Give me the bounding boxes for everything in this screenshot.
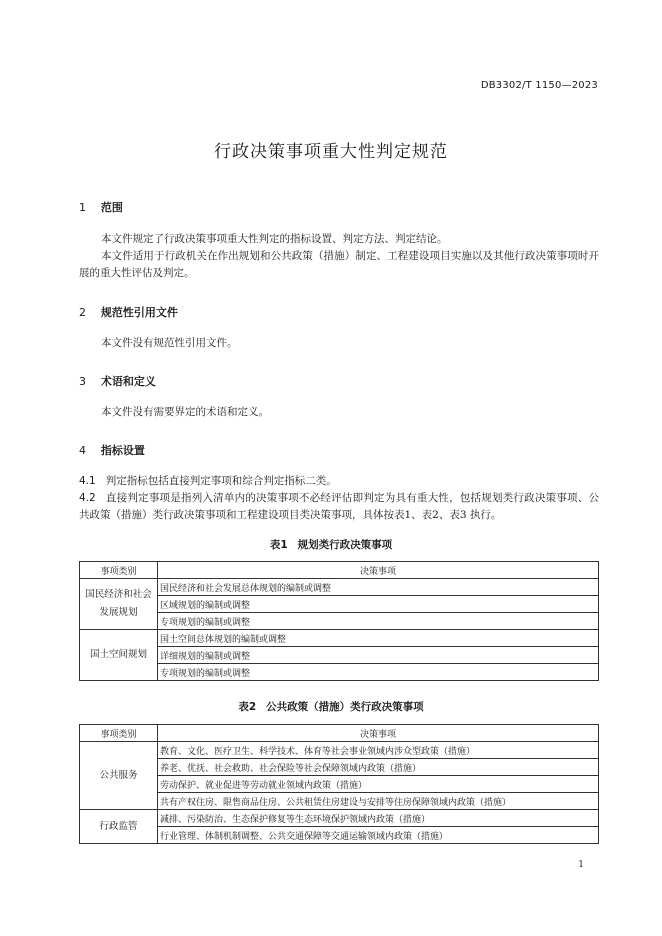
section-title: 术语和定义	[100, 375, 156, 388]
table-row	[80, 596, 599, 613]
item-cell: 养老、优抚、社会救助、社会保险等社会保障领域内政策（措施）	[158, 759, 599, 776]
item-cell: 共有产权住房、限售商品住房、公共租赁住房建设与安排等住房保障领域内政策（措施）	[158, 793, 599, 810]
page-number: 1	[578, 860, 584, 870]
category-cell: 公共服务	[80, 742, 158, 810]
clause-4-1	[79, 473, 599, 490]
table-header-row	[80, 725, 599, 742]
table-row	[80, 759, 599, 776]
category-cell: 行政监管	[80, 810, 158, 844]
header-category: 事项类别	[80, 725, 158, 742]
section-title: 指标设置	[100, 444, 145, 457]
table-row	[80, 630, 599, 647]
category-cell: 国民经济和社会发展规划	[80, 579, 158, 630]
table-row	[80, 579, 599, 596]
item-cell: 行业管理、体制机制调整、公共交通保障等交通运输领域内政策（措施）	[158, 827, 599, 844]
item-cell: 减排、污染防治、生态保护修复等生态环境保护领域内政策（措施）	[158, 810, 599, 827]
section-3-paragraph: 本文件没有需要界定的术语和定义。	[101, 406, 269, 418]
clause-text: 直接判定事项是指列入清单内的决策事项不必经评估即判定为具有重大性，包括规划类行政决策事项、公共政策（措施）类行政决策事项和工程建设项目类决策事项，具体按表1、表2、表3 执行。	[79, 492, 599, 521]
table-row	[80, 793, 599, 810]
table-header-row	[80, 562, 599, 579]
item-cell: 详细规划的编制或调整	[158, 647, 599, 664]
section-2-heading	[79, 304, 178, 320]
section-title: 范围	[100, 201, 123, 214]
section-3-heading	[79, 373, 156, 389]
header-category: 事项类别	[80, 562, 158, 579]
document-number: DB3302/T 1150—2023	[480, 80, 598, 91]
section-number: 2	[79, 306, 86, 319]
caption-text: 规划类行政决策事项	[297, 539, 393, 551]
item-cell: 劳动保护、就业促进等劳动就业领域内政策（措施）	[158, 776, 599, 793]
section-title: 规范性引用文件	[100, 306, 178, 319]
caption-number: 表2	[238, 701, 257, 713]
section-4-heading	[79, 442, 145, 458]
table-row	[80, 810, 599, 827]
table-row	[80, 664, 599, 681]
item-cell: 国土空间总体规划的编制或调整	[158, 630, 599, 647]
clause-4-2	[79, 490, 599, 524]
clause-number: 4.1	[79, 475, 96, 487]
item-cell: 专项规划的编制或调整	[158, 613, 599, 630]
section-1-paragraph-2: 本文件适用于行政机关在作出规划和公共政策（措施）制定、工程建设项目实施以及其他行政决策事项时开展的重大性评估及判定。	[79, 250, 599, 279]
table-1	[79, 561, 599, 681]
table-row	[80, 827, 599, 844]
section-2-paragraph: 本文件没有规范性引用文件。	[101, 337, 238, 349]
section-1-heading	[79, 199, 123, 215]
item-cell: 教育、文化、医疗卫生、科学技术、体育等社会事业领域内涉众型政策（措施）	[158, 742, 599, 759]
clause-text: 判定指标包括直接判定事项和综合判定指标二类。	[105, 475, 337, 487]
item-cell: 专项规划的编制或调整	[158, 664, 599, 681]
caption-number: 表1	[269, 539, 288, 551]
item-cell: 区域规划的编制或调整	[158, 596, 599, 613]
section-1-paragraph-1: 本文件规定了行政决策事项重大性判定的指标设置、判定方法、判定结论。	[101, 233, 448, 245]
category-cell: 国土空间规划	[80, 630, 158, 681]
document-title: 行政决策事项重大性判定规范	[214, 142, 448, 162]
table-1-caption	[0, 537, 662, 552]
header-item: 决策事项	[158, 562, 599, 579]
header-item: 决策事项	[158, 725, 599, 742]
table-2	[79, 724, 599, 844]
caption-text: 公共政策（措施）类行政决策事项	[266, 701, 424, 713]
section-number: 4	[79, 444, 86, 457]
item-cell: 国民经济和社会发展总体规划的编制或调整	[158, 579, 599, 596]
clause-number: 4.2	[79, 492, 96, 504]
section-number: 3	[79, 375, 86, 388]
table-row	[80, 776, 599, 793]
table-row	[80, 742, 599, 759]
table-row	[80, 613, 599, 630]
table-row	[80, 647, 599, 664]
table-2-caption	[0, 699, 662, 714]
section-number: 1	[79, 201, 86, 214]
